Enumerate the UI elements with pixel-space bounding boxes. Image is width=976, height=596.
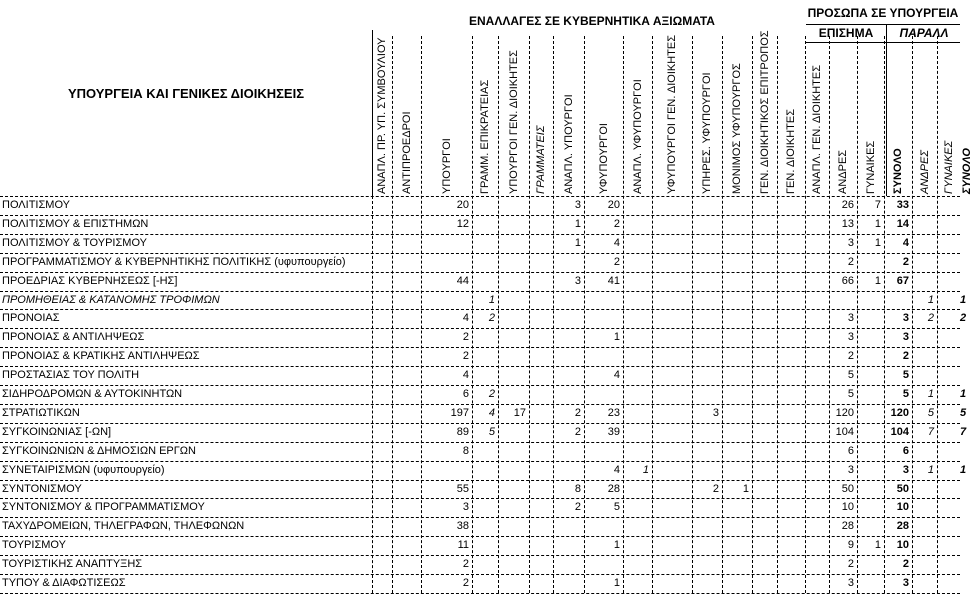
grid-line [0, 366, 960, 367]
table-cell: 7 [874, 199, 881, 211]
table-cell: 3 [847, 463, 854, 476]
table-cell: 1 [960, 388, 967, 400]
column-header-label: ΑΝΑΠΛ. ΠΡ. ΥΠ. ΣΥΜΒΟΥΛΙΟΥ [376, 37, 388, 194]
table-cell: 28 [607, 482, 620, 495]
column-header-label: ΑΝΤΙΠΡΟΕΔΡΟΙ [400, 111, 413, 194]
table-cell: 4 [613, 236, 620, 249]
table-cell: 5 [847, 369, 854, 382]
table-cell: 2 [574, 501, 581, 514]
grid-line [0, 593, 960, 594]
row-label: ΤΑΧΥΔΡΟΜΕΙΩΝ, ΤΗΛΕΓΡΑΦΩΝ, ΤΗΛΕΦΩΝΩΝ [2, 520, 245, 533]
column-header-label: ΥΠΗΡΕΣ. ΥΦΥΠΟΥΡΓΟΙ [701, 72, 713, 194]
row-label: ΣΥΝΤΟΝΙΣΜΟΥ & ΠΡΟΓΡΑΜΜΑΤΙΣΜΟΥ [2, 501, 205, 514]
row-label: ΣΤΡΑΤΙΩΤΙΚΩΝ [2, 406, 80, 419]
table-cell: 1 [960, 463, 967, 476]
table-cell: 5 [960, 406, 967, 419]
table-cell: 1 [927, 463, 934, 476]
grid-line [372, 30, 373, 196]
grid-line [0, 574, 960, 575]
table-cell: 4 [902, 236, 909, 249]
table-cell: 4 [462, 369, 469, 382]
row-label: ΤΟΥΡΙΣΜΟΥ [2, 539, 66, 552]
row-label: ΠΟΛΙΤΙΣΜΟΥ [2, 199, 70, 211]
table-cell: 2 [488, 312, 495, 325]
column-header [692, 34, 722, 194]
column-header [392, 34, 421, 194]
table-cell: 12 [456, 217, 469, 230]
row-label: ΣΥΓΚΟΙΝΩΝΙΩΝ & ΔΗΜΟΣΙΩΝ ΕΡΓΩΝ [2, 444, 196, 457]
table-cell: 104 [835, 425, 854, 438]
table-cell: 3 [847, 236, 854, 249]
table-cell: 14 [896, 217, 909, 230]
column-header [722, 34, 752, 194]
table-cell: 33 [896, 199, 909, 211]
column-header [553, 34, 584, 194]
column-header [623, 34, 652, 194]
table-cell: 38 [456, 520, 469, 533]
column-header [960, 34, 976, 194]
column-header [884, 34, 912, 194]
column-header-label: ΓΡΑΜΜ. ΕΠΙΚΡΑΤΕΙΑΣ [479, 79, 491, 194]
table-cell: 44 [456, 274, 469, 287]
column-header [498, 34, 529, 194]
column-header [372, 34, 392, 194]
column-header-label: ΓΥΝΑΙΚΕΣ [942, 140, 955, 194]
table-cell: 2 [847, 255, 854, 268]
table-cell: 5 [927, 406, 934, 419]
grid-line [0, 536, 960, 537]
table-cell: 23 [607, 406, 620, 419]
column-header-label: ΑΝΑΠΛ. ΓΕΝ. ΔΙΟΙΚΗΤΕΣ [811, 64, 823, 194]
grid-line [937, 36, 938, 593]
column-header [805, 34, 829, 194]
column-header [829, 34, 857, 194]
table-cell: 13 [841, 217, 854, 230]
column-header-label: ΓΡΑΜΜΑΤΕΙΣ [535, 125, 547, 194]
changes-title: ΕΝΑΛΛΑΓΕΣ ΣΕ ΚΥΒΕΡΝΗΤΙΚΑ ΑΞΙΩΜΑΤΑ [469, 14, 715, 28]
column-header [584, 34, 623, 194]
column-header-label: ΥΠΟΥΡΓΟΙ [440, 138, 453, 194]
table-cell: 7 [960, 425, 967, 438]
grid-line [392, 36, 393, 593]
table-cell: 2 [574, 425, 581, 438]
table-cell: 3 [902, 331, 909, 344]
table-cell: 120 [890, 406, 909, 419]
table-cell: 2 [462, 558, 469, 571]
table-cell: 1 [613, 577, 620, 589]
table-cell: 1 [960, 293, 967, 306]
grid-line [498, 36, 499, 593]
column-header-label: ΜΟΝΙΜΟΣ ΥΦΥΠΟΥΡΓΟΣ [731, 63, 743, 194]
table-cell: 8 [462, 444, 469, 457]
table-cell: 120 [835, 406, 854, 419]
table-cell: 28 [896, 520, 909, 533]
table-cell: 26 [841, 199, 854, 211]
row-label: ΤΥΠΟΥ & ΔΙΑΦΩΤΙΣΕΩΣ [2, 577, 126, 589]
table-cell: 11 [457, 539, 469, 552]
column-header-label: ΓΥΝΑΙΚΕΣ [864, 140, 877, 194]
row-label: ΠΡΟΜΗΘΕΙΑΣ & ΚΑΤΑΝΟΜΗΣ ΤΡΟΦΙΜΩΝ [2, 293, 220, 306]
table-cell: 6 [462, 388, 469, 400]
row-label: ΠΡΟΝΟΙΑΣ & ΑΝΤΙΛΗΨΕΩΣ [2, 331, 145, 344]
ministries-title: ΥΠΟΥΡΓΕΙΑ ΚΑΙ ΓΕΝΙΚΕΣ ΔΙΟΙΚΗΣΕΙΣ [67, 86, 305, 101]
table-cell: 3 [847, 577, 854, 589]
table-cell: 1 [927, 293, 934, 306]
table-cell: 2 [847, 558, 854, 571]
table-cell: 2 [574, 406, 581, 419]
column-header-label: ΥΦΥΠΟΥΡΓΟΙ [597, 123, 610, 194]
grid-line [529, 36, 530, 593]
table-cell: 8 [574, 482, 581, 495]
table-cell: 7 [927, 425, 934, 438]
row-label: ΣΥΝΕΤΑΙΡΙΣΜΩΝ (υφυπουργείο) [2, 463, 165, 476]
column-header-label: ΣΥΝΟΛΟ [961, 148, 973, 194]
table-cell: 39 [607, 425, 620, 438]
grid-line [623, 36, 624, 593]
row-label: ΠΡΟΓΡΑΜΜΑΤΙΣΜΟΥ & ΚΥΒΕΡΝΗΤΙΚΗΣ ΠΟΛΙΤΙΚΗΣ (υφυπουργείο) [2, 255, 346, 268]
table-cell: 3 [574, 274, 581, 287]
column-header [752, 30, 777, 194]
table-cell: 2 [927, 312, 934, 325]
row-label: ΣΥΝΤΟΝΙΣΜΟΥ [2, 482, 82, 495]
column-header [912, 34, 937, 194]
column-header-label: ΥΦΥΠΟΥΡΓΟΙ ΓΕΝ. ΔΙΟΙΚΗΤΕΣ [666, 34, 678, 194]
table-cell: 2 [902, 558, 909, 571]
table-cell: 3 [902, 463, 909, 476]
persons-title: ΠΡΟΣΩΠΑ ΣΕ ΥΠΟΥΡΓΕΙΑ [807, 6, 959, 20]
official-label: ΕΠΙΣΗΜΑ [818, 26, 874, 40]
row-label: ΠΡΟΝΟΙΑΣ [2, 312, 60, 325]
table-cell: 10 [841, 501, 854, 514]
table-cell: 2 [712, 482, 719, 495]
row-label: ΠΟΛΙΤΙΣΜΟΥ & ΕΠΙΣΤΗΜΩΝ [2, 217, 149, 230]
grid-line [806, 24, 960, 25]
grid-line [0, 480, 960, 481]
table-cell: 50 [841, 482, 854, 495]
table-cell: 2 [462, 350, 469, 363]
row-label: ΠΡΟΝΟΙΑΣ & ΚΡΑΤΙΚΗΣ ΑΝΤΙΛΗΨΕΩΣ [2, 350, 200, 363]
table-cell: 2 [902, 350, 909, 363]
grid-line [805, 36, 806, 593]
table-cell: 2 [902, 255, 909, 268]
table-cell: 2 [613, 217, 620, 230]
table-cell: 197 [450, 406, 469, 419]
table-cell: 2 [462, 577, 469, 589]
table-cell: 2 [613, 255, 620, 268]
grid-line [652, 36, 653, 593]
table-cell: 3 [712, 406, 719, 419]
table-cell: 4 [488, 406, 495, 419]
table-cell: 10 [896, 501, 909, 514]
parallel-label: ΠΑΡΑΛΛ [899, 26, 949, 40]
grid-line [886, 24, 887, 196]
table-cell: 2 [488, 388, 495, 400]
row-label: ΤΟΥΡΙΣΤΙΚΗΣ ΑΝΑΠΤΥΞΗΣ [2, 558, 143, 571]
column-header-label: ΓΕΝ. ΔΙΟΙΚΗΤΙΚΟΣ ΕΠΙΤΡΟΠΟΣ [758, 30, 771, 194]
row-label: ΠΟΛΙΤΙΣΜΟΥ & ΤΟΥΡΙΣΜΟΥ [2, 236, 147, 249]
grid-line [752, 36, 753, 593]
table-cell: 3 [902, 577, 909, 589]
table-cell: 3 [847, 312, 854, 325]
table-cell: 3 [462, 501, 469, 514]
table-cell: 1 [874, 217, 881, 230]
table-cell: 89 [456, 425, 469, 438]
column-header [777, 34, 805, 194]
table-cell: 1 [874, 274, 881, 287]
table-cell: 66 [841, 274, 854, 287]
table-cell: 4 [613, 369, 620, 382]
table-cell: 1 [742, 482, 749, 495]
grid-line [0, 196, 960, 197]
table-cell: 5 [847, 388, 854, 400]
table-cell: 2 [960, 312, 967, 325]
grid-line [692, 36, 693, 593]
grid-line [372, 196, 373, 593]
table-cell: 4 [462, 312, 469, 325]
table-cell: 3 [847, 331, 854, 344]
table-cell: 1 [574, 236, 581, 249]
row-label: ΠΡΟΕΔΡΙΑΣ ΚΥΒΕΡΝΗΣΕΩΣ [-ΗΣ] [2, 274, 178, 287]
row-label: ΣΙΔΗΡΟΔΡΟΜΩΝ & ΑΥΤΟΚΙΝΗΤΩΝ [2, 388, 183, 400]
table-cell: 1 [613, 539, 620, 552]
grid-line [722, 36, 723, 593]
table-cell: 1 [574, 217, 581, 230]
table-cell: 17 [513, 406, 526, 419]
grid-line [777, 36, 778, 593]
column-header [421, 34, 472, 194]
table-cell: 1 [927, 388, 934, 400]
table-cell: 104 [890, 425, 909, 438]
table-cell: 5 [902, 388, 909, 400]
column-header-label: ΓΕΝ. ΔΙΟΙΚΗΤΕΣ [785, 109, 797, 194]
table-cell: 1 [642, 463, 649, 476]
table-cell: 50 [896, 482, 909, 495]
column-header-label: ΑΝΑΠΛ. ΥΠΟΥΡΓΟΙ [562, 94, 575, 194]
table-cell: 6 [847, 444, 854, 457]
table-cell: 1 [488, 293, 495, 306]
table-cell: 4 [613, 463, 620, 476]
table-cell: 2 [462, 331, 469, 344]
table-cell: 5 [902, 369, 909, 382]
table-cell: 10 [896, 539, 909, 552]
column-header-label: ΣΥΝΟΛΟ [892, 148, 904, 194]
column-header [857, 34, 884, 194]
table-cell: 20 [607, 199, 620, 211]
table-cell: 55 [456, 482, 469, 495]
table-cell: 1 [874, 539, 881, 552]
column-header-label: ΑΝΔΡΕΣ [918, 150, 931, 194]
table-cell: 20 [456, 199, 469, 211]
column-header-label: ΥΠΟΥΡΓΟΙ ΓΕΝ. ΔΙΟΙΚΗΤΕΣ [507, 50, 520, 194]
table-cell: 5 [613, 501, 620, 514]
table-cell: 67 [896, 274, 909, 287]
column-header [937, 34, 960, 194]
column-header-label: ΑΝΔΡΕΣ [837, 149, 849, 194]
row-label: ΠΡΟΣΤΑΣΙΑΣ ΤΟΥ ΠΟΛΙΤΗ [2, 369, 140, 382]
table-cell: 2 [847, 350, 854, 363]
grid-line [857, 36, 858, 593]
row-label: ΣΥΓΚΟΙΝΩΝΙΑΣ [-ΩΝ] [2, 425, 112, 438]
table-cell: 1 [874, 236, 881, 249]
column-header [472, 34, 498, 194]
column-header-label: ΑΝΑΠΛ. ΥΦΥΠΟΥΡΓΟΙ [631, 79, 644, 194]
grid-line [0, 555, 960, 556]
table-cell: 3 [902, 312, 909, 325]
column-header [529, 34, 553, 194]
table-cell: 1 [613, 331, 620, 344]
table-cell: 3 [574, 199, 581, 211]
table-cell: 5 [488, 425, 495, 438]
table-cell: 28 [841, 520, 854, 533]
table-cell: 9 [847, 539, 854, 552]
table-cell: 41 [607, 274, 620, 287]
table-cell: 6 [902, 444, 909, 457]
column-header [652, 34, 692, 194]
